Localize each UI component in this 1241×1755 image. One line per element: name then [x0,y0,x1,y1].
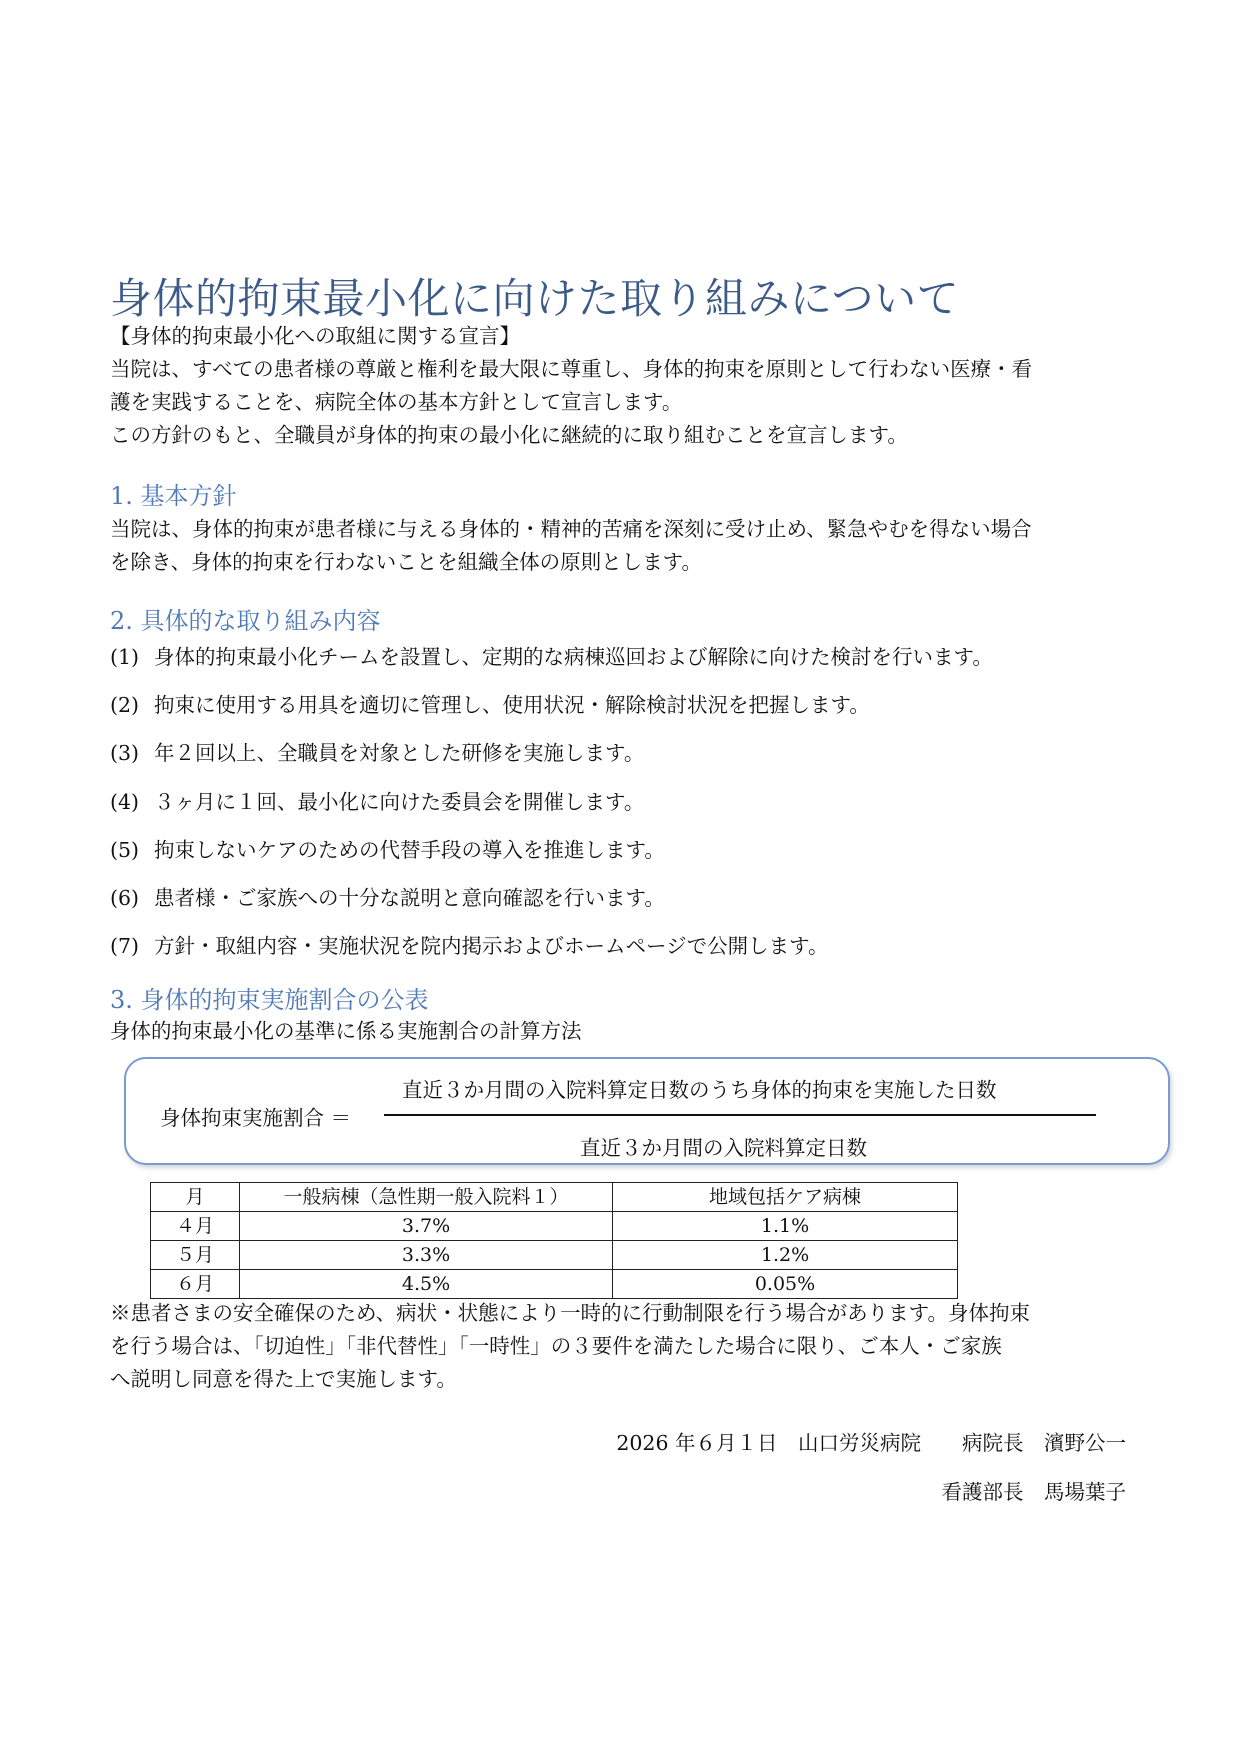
formula-label: 身体拘束実施割合 ＝ [160,1106,352,1130]
section-heading-basic-policy: 1. 基本方針 [110,482,237,510]
list-item [110,688,870,718]
table-cell-month: ６月 [151,1270,240,1299]
formula-denominator: 直近３か月間の入院料算定日数 [580,1136,867,1160]
list-item-text: 拘束に使用する用具を適切に管理し、使用状況・解除検討状況を把握します。 [154,693,870,717]
list-item-number: (3) [110,741,140,765]
table-header-row [151,1183,958,1212]
signature-date-director: 2026 年６月１日 山口労災病院 病院長 濱野公一 [616,1431,1126,1455]
list-item-number: (2) [110,693,140,717]
table-cell: 0.05% [613,1270,958,1299]
table-row [151,1212,958,1241]
table-cell: 4.5% [240,1270,613,1299]
list-item-text: 方針・取組内容・実施状況を院内掲示およびホームページで公開します。 [154,934,829,958]
list-item-number: (4) [110,790,140,814]
list-item [110,640,993,670]
formula-numerator: 直近３か月間の入院料算定日数のうち身体的拘束を実施した日数 [402,1078,997,1102]
list-item-text: 拘束しないケアのための代替手段の導入を推進します。 [154,838,665,862]
table-cell: 3.3% [240,1241,613,1270]
list-item-text: 身体的拘束最小化チームを設置し、定期的な病棟巡回および解除に向けた検討を行います。 [154,645,993,669]
list-item [110,833,665,863]
policy-line: 当院は、身体的拘束が患者様に与える身体的・精神的苦痛を深刻に受け止め、緊急やむを得ない場合 [110,517,1032,541]
list-item-text: 年２回以上、全職員を対象とした研修を実施します。 [154,741,645,765]
section-heading-initiatives: 2. 具体的な取り組み内容 [110,607,381,635]
note-line: ※患者さまの安全確保のため、病状・状態により一時的に行動制限を行う場合があります。身体拘束 [110,1301,1031,1325]
fraction-bar [384,1114,1096,1116]
policy-line: を除き、身体的拘束を行わないことを組織全体の原則とします。 [110,550,703,574]
table-header-cell: 地域包括ケア病棟 [613,1183,958,1212]
table-cell-month: ５月 [151,1241,240,1270]
note-line: へ説明し同意を得た上で実施します。 [110,1367,457,1391]
list-item-number: (1) [110,645,140,669]
formula-caption: 身体的拘束最小化の基準に係る実施割合の計算方法 [110,1019,582,1043]
list-item [110,881,665,911]
page-title: 身体的拘束最小化に向けた取り組みについて [110,274,960,323]
list-item-number: (6) [110,886,140,910]
declaration-line: 当院は、すべての患者様の尊厳と権利を最大限に尊重し、身体的拘束を原則として行わない医療・看 [110,357,1033,381]
table-cell-month: ４月 [151,1212,240,1241]
list-item-number: (5) [110,838,140,862]
list-item-text: ３ヶ月に１回、最小化に向けた委員会を開催します。 [154,790,645,814]
declaration-line: 護を実践することを、病院全体の基本方針として宣言します。 [110,390,683,414]
table-header-cell: 一般病棟（急性期一般入院料１） [240,1183,613,1212]
table-header-cell: 月 [151,1183,240,1212]
table-cell: 3.7% [240,1212,613,1241]
declaration-line: この方針のもと、全職員が身体的拘束の最小化に継続的に取り組むことを宣言します。 [110,423,908,447]
declaration-heading: 【身体的拘束最小化への取組に関する宣言】 [110,324,520,348]
table-cell: 1.2% [613,1241,958,1270]
restraint-rate-table [150,1182,958,1299]
list-item-text: 患者様・ご家族への十分な説明と意向確認を行います。 [154,886,665,910]
list-item [110,929,828,959]
list-item [110,736,644,766]
list-item [110,785,644,815]
list-item-number: (7) [110,934,140,958]
formula-box [124,1057,1170,1165]
signature-nursing-director: 看護部長 馬場葉子 [941,1480,1126,1504]
table-cell: 1.1% [613,1212,958,1241]
table-row [151,1241,958,1270]
section-heading-disclosure: 3. 身体的拘束実施割合の公表 [110,986,429,1014]
note-line: を行う場合は、「切迫性」「非代替性」「一時性」の３要件を満たした場合に限り、ご本人・ご家族 [110,1334,1002,1358]
table-row [151,1270,958,1299]
